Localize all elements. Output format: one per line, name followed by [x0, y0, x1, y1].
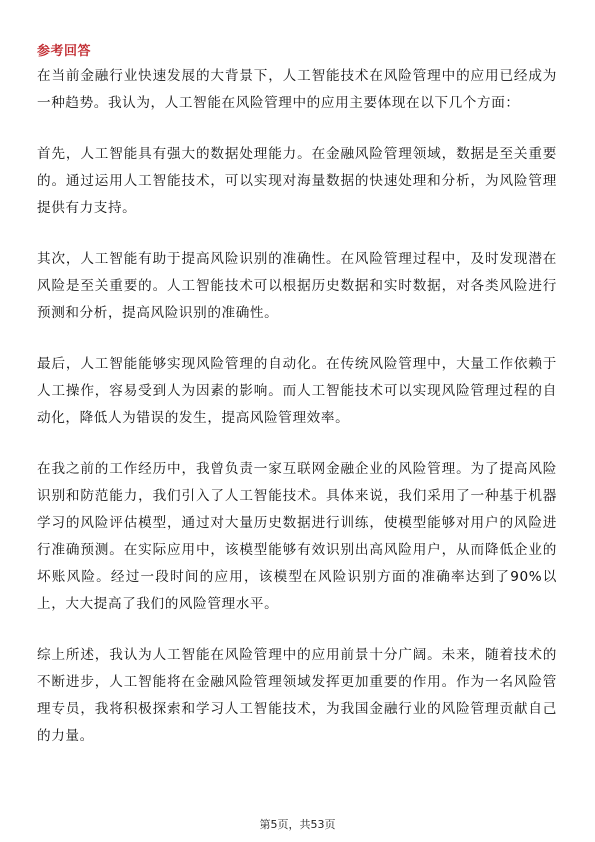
paragraph-intro: 在当前金融行业快速发展的大背景下，人工智能技术在风险管理中的应用已经成为一种趋势。我认为，人工智能在风险管理中的应用主要体现在以下几个方面： [37, 68, 557, 111]
page-number-footer: 第5页，共53页 [259, 818, 336, 831]
paragraph-conclusion: 综上所述，我认为人工智能在风险管理中的应用前景十分广阔。未来，随着技术的不断进步，人工智能将在金融风险管理领域发挥更加重要的作用。作为一名风险管理专员，我将积极探索和学习人工智能技术，为我国金融行业的风险管理贡献自己的力量。 [37, 647, 557, 744]
paragraph-experience: 在我之前的工作经历中，我曾负责一家互联网金融企业的风险管理。为了提高风险识别和防范能力，我们引入了人工智能技术。具体来说，我们采用了一种基于机器学习的风险评估模型，通过对大量历史数据进行训练，使模型能够对用户的风险进行准确预测。在实际应用中，该模型能够有效识别出高风险用户，从而降低企业的坏账风险。经过一段时间的应用，该模型在风险识别方面的准确率达到了90%以上，大大提高了我们的风险管理水平。 [37, 461, 557, 612]
paragraph-second-point: 其次，人工智能有助于提高风险识别的准确性。在风险管理过程中，及时发现潜在风险是至关重要的。人工智能技术可以根据历史数据和实时数据，对各类风险进行预测和分析，提高风险识别的准确性。 [37, 251, 557, 321]
paragraph-third-point: 最后，人工智能能够实现风险管理的自动化。在传统风险管理中，大量工作依赖于人工操作，容易受到人为因素的影响。而人工智能技术可以实现风险管理过程的自动化，降低人为错误的发生，提高风险管理效率。 [37, 356, 557, 426]
answer-body [37, 63, 557, 774]
answer-heading: 参考回答 [37, 44, 92, 59]
paragraph-first-point: 首先，人工智能具有强大的数据处理能力。在金融风险管理领域，数据是至关重要的。通过运用人工智能技术，可以实现对海量数据的快速处理和分析，为风险管理提供有力支持。 [37, 146, 557, 216]
